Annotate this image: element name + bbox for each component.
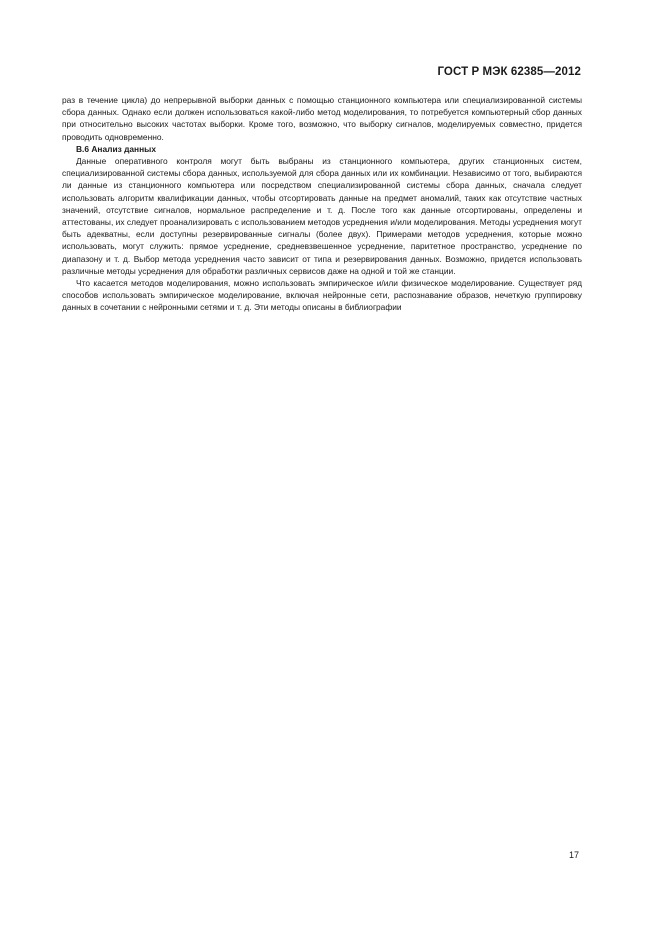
document-header	[437, 66, 581, 78]
standard-designation: ГОСТ Р МЭК 62385—2012	[437, 66, 581, 78]
paragraph-continued: раз в течение цикла) до непрерывной выборки данных с помощью станционного компьютера или специализированной системы сбора данных. Однако если должен использоваться какой-либо метод моделирования, то потребуется компьютерный сбор данных при относительно высоких частотах выборки. Кроме того, возможно, что выборку сигналов, моделируемых совместно, придется проводить одновременно.	[62, 95, 582, 142]
paragraph: Что касается методов моделирования, можно использовать эмпирическое и/или физическое моделирование. Существует ряд способов использовать эмпирическое моделирование, включая нейронные сети, распознавание образов, нечеткую группировку данных в сочетании с нейронными сетями и т. д. Эти методы описаны в библиографии	[62, 278, 582, 313]
section-heading: В.6 Анализ данных	[76, 143, 156, 154]
page-content	[62, 94, 582, 314]
page-number: 17	[568, 850, 579, 860]
paragraph: Данные оперативного контроля могут быть выбраны из станционного компьютера, других станционных систем, специализированной системы сбора данных, используемой для сбора данных или их комбинации. Независимо от того, выбираются ли данные из станционного компьютера или посредством специализированной системы сбора данных, сначала следует использовать алгоритм квалификации данных, чтобы отсортировать данные на предмет аномалий, таких как отсутствие частных значений, отсутствие сигналов, нормальное распределение и т. д. После того как данные отсортированы, определены и аттестованы, их следует проанализировать с использованием методов усреднения и/или моделирования. Методы усреднения могут быть адекватны, если доступны резервированные сигналы (более двух). Примерами методов усреднения, которые можно использовать, могут служить: прямое усреднение, средневзвешенное усреднение, паритетное пространство, усреднение по диапазону и т. д. Выбор метода усреднения часто зависит от типа и резервирования данных. Возможно, придется использовать различные методы усреднения для обработки различных сервисов даже на одной и той же станции.	[62, 156, 582, 276]
